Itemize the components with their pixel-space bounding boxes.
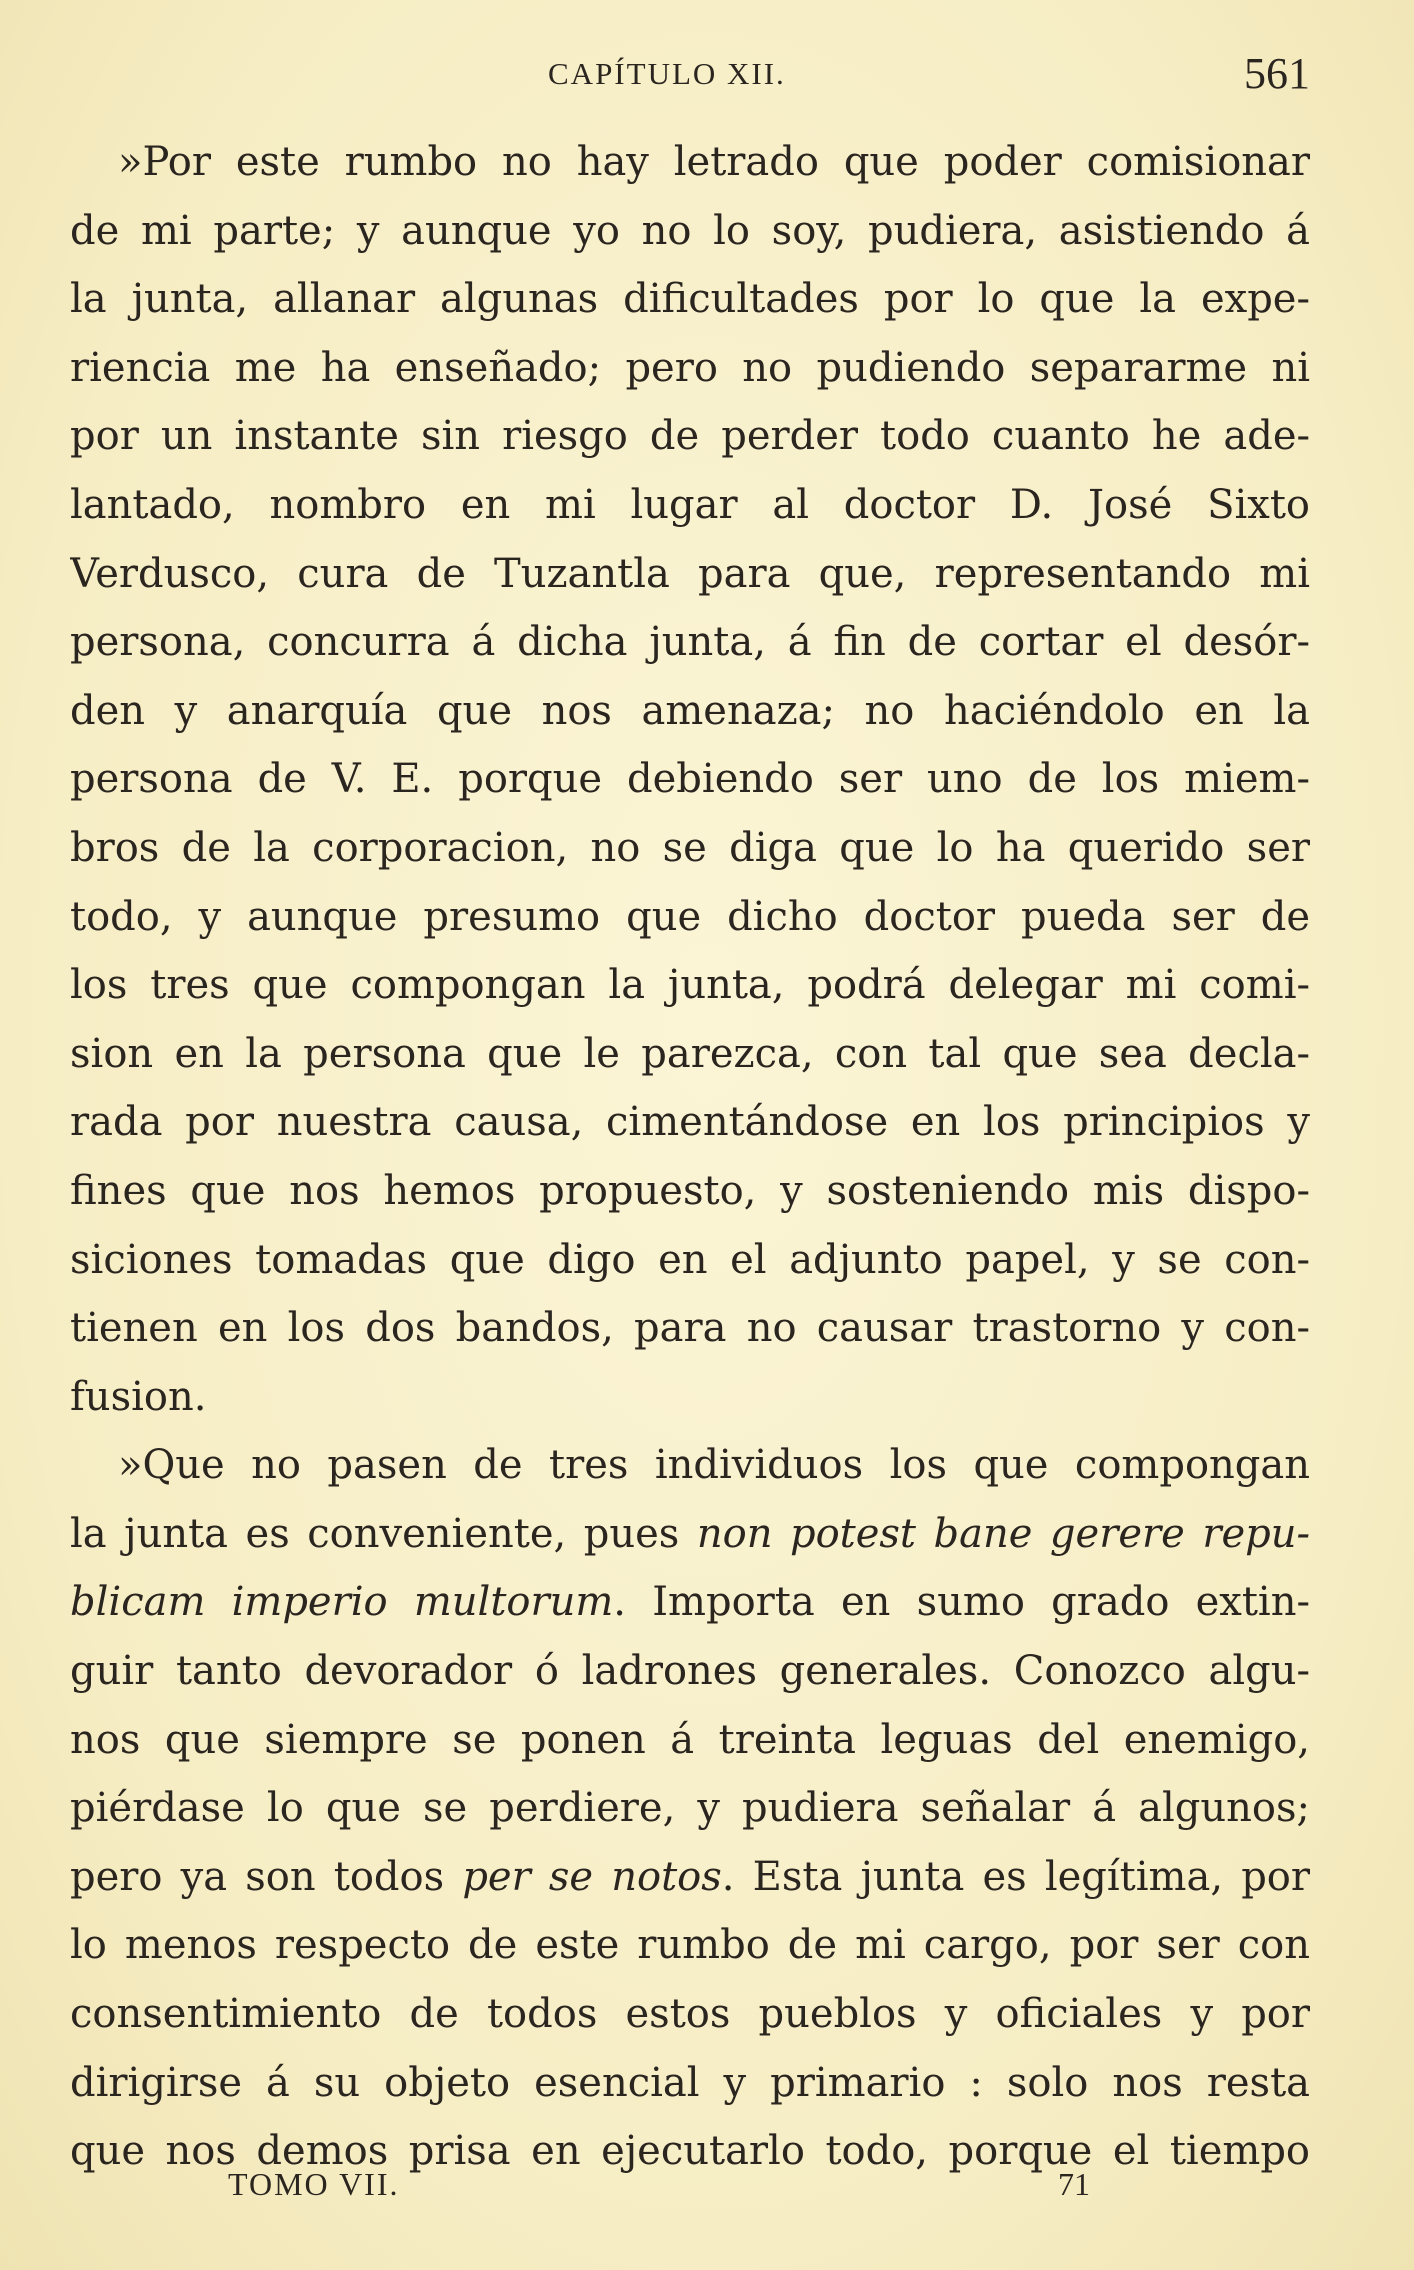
running-head bbox=[70, 48, 1310, 108]
page-number: 561 bbox=[1244, 49, 1310, 98]
signature-mark: 71 bbox=[1058, 2166, 1090, 2202]
text-line: por un instante sin riesgo de perder todo cuanto he ade- bbox=[70, 413, 1310, 460]
text-line: dirigirse á su objeto esencial y primario : solo nos resta bbox=[70, 2059, 1310, 2106]
text-line: blicam imperio multorum. Importa en sumo grado extin- bbox=[70, 1579, 1310, 1626]
chapter-title: CAPÍTULO XII. bbox=[548, 56, 786, 91]
text-line: persona, concurra á dicha junta, á fin de cortar el desór- bbox=[70, 619, 1310, 666]
text-line: nos que siempre se ponen á treinta leguas del enemigo, bbox=[70, 1716, 1310, 1763]
text-line: de mi parte; y aunque yo no lo soy, pudiera, asistiendo á bbox=[70, 207, 1310, 254]
text-line: la junta es conveniente, pues non potest bane gerere repu- bbox=[70, 1510, 1310, 1557]
text-line: lo menos respecto de este rumbo de mi cargo, por ser con bbox=[70, 1922, 1310, 1969]
body-text bbox=[70, 128, 1310, 2186]
page-footer bbox=[70, 2166, 1310, 2226]
text-line: sion en la persona que le parezca, con tal que sea decla- bbox=[70, 1030, 1310, 1077]
latin-quote: blicam imperio multorum bbox=[70, 1579, 614, 1626]
text-line: que nos demos prisa en ejecutarlo todo, porque el tiempo bbox=[70, 2128, 1310, 2175]
text-line: guir tanto devorador ó ladrones generales. Conozco algu- bbox=[70, 1648, 1310, 1695]
text-line: fusion. bbox=[70, 1373, 207, 1420]
text-line: rada por nuestra causa, cimentándose en los principios y bbox=[70, 1099, 1310, 1146]
text-line: den y anarquía que nos amenaza; no haciéndolo en la bbox=[70, 687, 1310, 734]
text-line: »Por este rumbo no hay letrado que poder comisionar bbox=[118, 139, 1310, 185]
text-line: Verdusco, cura de Tuzantla para que, representando mi bbox=[70, 550, 1310, 597]
text-line: la junta, allanar algunas dificultades por lo que la expe- bbox=[70, 276, 1310, 323]
text-line: »Que no pasen de tres individuos los que compongan bbox=[118, 1442, 1310, 1489]
text-line: todo, y aunque presumo que dicho doctor pueda ser de bbox=[70, 893, 1310, 940]
text-line: consentimiento de todos estos pueblos y oficiales y por bbox=[70, 1991, 1310, 2038]
volume-label: TOMO VII. bbox=[228, 2166, 400, 2202]
text-line: fines que nos hemos propuesto, y sosteniendo mis dispo- bbox=[70, 1167, 1310, 1214]
text-line: lantado, nombro en mi lugar al doctor D. José Sixto bbox=[70, 481, 1310, 528]
text-line: pero ya son todos per se notos. Esta junta es legítima, por bbox=[70, 1853, 1310, 1900]
text-line: bros de la corporacion, no se diga que lo ha querido ser bbox=[70, 824, 1310, 871]
text-line: los tres que compongan la junta, podrá delegar mi comi- bbox=[70, 962, 1310, 1009]
text-line: riencia me ha enseñado; pero no pudiendo separarme ni bbox=[70, 344, 1310, 391]
text-line: tienen en los dos bandos, para no causar trastorno y con- bbox=[70, 1305, 1310, 1352]
text-line: persona de V. E. porque debiendo ser uno de los miem- bbox=[70, 756, 1310, 803]
latin-quote: non potest bane gerere repu- bbox=[696, 1510, 1310, 1557]
latin-quote: per se notos bbox=[462, 1853, 722, 1900]
text-line: siciones tomadas que digo en el adjunto papel, y se con- bbox=[70, 1236, 1310, 1283]
text-line: piérdase lo que se perdiere, y pudiera señalar á algunos; bbox=[70, 1785, 1310, 1832]
